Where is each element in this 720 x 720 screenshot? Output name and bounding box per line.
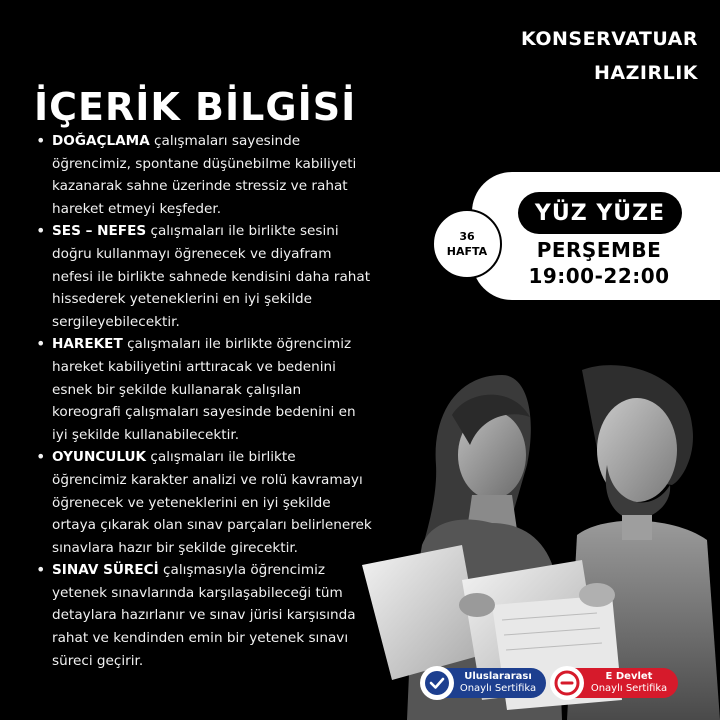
list-item — [34, 220, 374, 333]
item-text: çalışmaları sayesinde öğrencimiz, spontane düşünebilme kabiliyeti kazanarak sahne üzerinde stressiz ve rahat hareket etmeyi keşfeder. — [52, 133, 357, 217]
item-text: çalışmasıyla öğrencimiz yetenek sınavlarında karşılaşabileceği tüm detaylara hazırlanır ve sınav jürisi karşısında rahat ve kendinden emin bir yetenek sınavı süreci geçirir. — [52, 562, 356, 669]
international-certificate-badge — [424, 668, 546, 698]
badge-line-2: Onaylı Sertifika — [590, 683, 668, 694]
course-header — [521, 22, 698, 90]
weeks-number: 36 — [459, 230, 475, 243]
header-line-1: KONSERVATUAR — [521, 28, 698, 50]
badge-line-1: Uluslararası — [464, 671, 532, 682]
list-item — [34, 559, 374, 672]
list-item — [34, 333, 374, 446]
checkmark-shield-icon — [420, 666, 454, 700]
weeks-badge — [432, 209, 502, 279]
item-text: çalışmaları ile birlikte öğrencimiz karakter analizi ve rolü kavramayı öğrenecek ve yeteneklerini en iyi şekilde ortaya çıkarak olan sınav parçaları belirlenerek sınavlara hazır bir şekilde girecektir. — [52, 449, 372, 556]
header-line-2: HAZIRLIK — [594, 62, 698, 84]
badge-line-2: Onaylı Sertifika — [459, 683, 537, 694]
item-text: çalışmaları ile birlikte sesini doğru kullanmayı öğrenecek ve diyafram nefesi ile birlikte sahnede kendisini daha rahat hissederek yeteneklerini en iyi şekilde sergileyebilecektir. — [52, 223, 371, 330]
content-list — [34, 130, 374, 672]
e-devlet-logo-icon — [550, 666, 584, 700]
schedule-time: 19:00-22:00 — [528, 264, 670, 288]
page-title: İÇERİK BİLGİSİ — [34, 85, 357, 129]
hand-left — [459, 593, 495, 617]
list-item — [34, 446, 374, 559]
item-text: çalışmaları ile birlikte öğrencimiz hareket kabiliyetini arttıracak ve bedenini esnek bir şekilde kullanarak çalışılan koreografi çalışmaları sayesinde bedenini en iyi şekilde kullanabilecektir. — [52, 336, 356, 443]
item-keyword: DOĞAÇLAMA — [52, 133, 150, 149]
government-certificate-badge — [554, 668, 678, 698]
item-keyword: OYUNCULUK — [52, 449, 147, 466]
actors-photo — [352, 355, 720, 720]
item-keyword: HAREKET — [52, 336, 123, 353]
list-item — [34, 130, 374, 220]
hand-right — [579, 583, 615, 607]
badge-line-1: E Devlet — [605, 671, 653, 682]
schedule-day: PERŞEMBE — [536, 238, 662, 262]
item-keyword: SINAV SÜRECİ — [52, 562, 159, 579]
item-keyword: SES – NEFES — [52, 223, 147, 240]
weeks-label: HAFTA — [446, 245, 488, 258]
format-pill: YÜZ YÜZE — [518, 192, 682, 234]
